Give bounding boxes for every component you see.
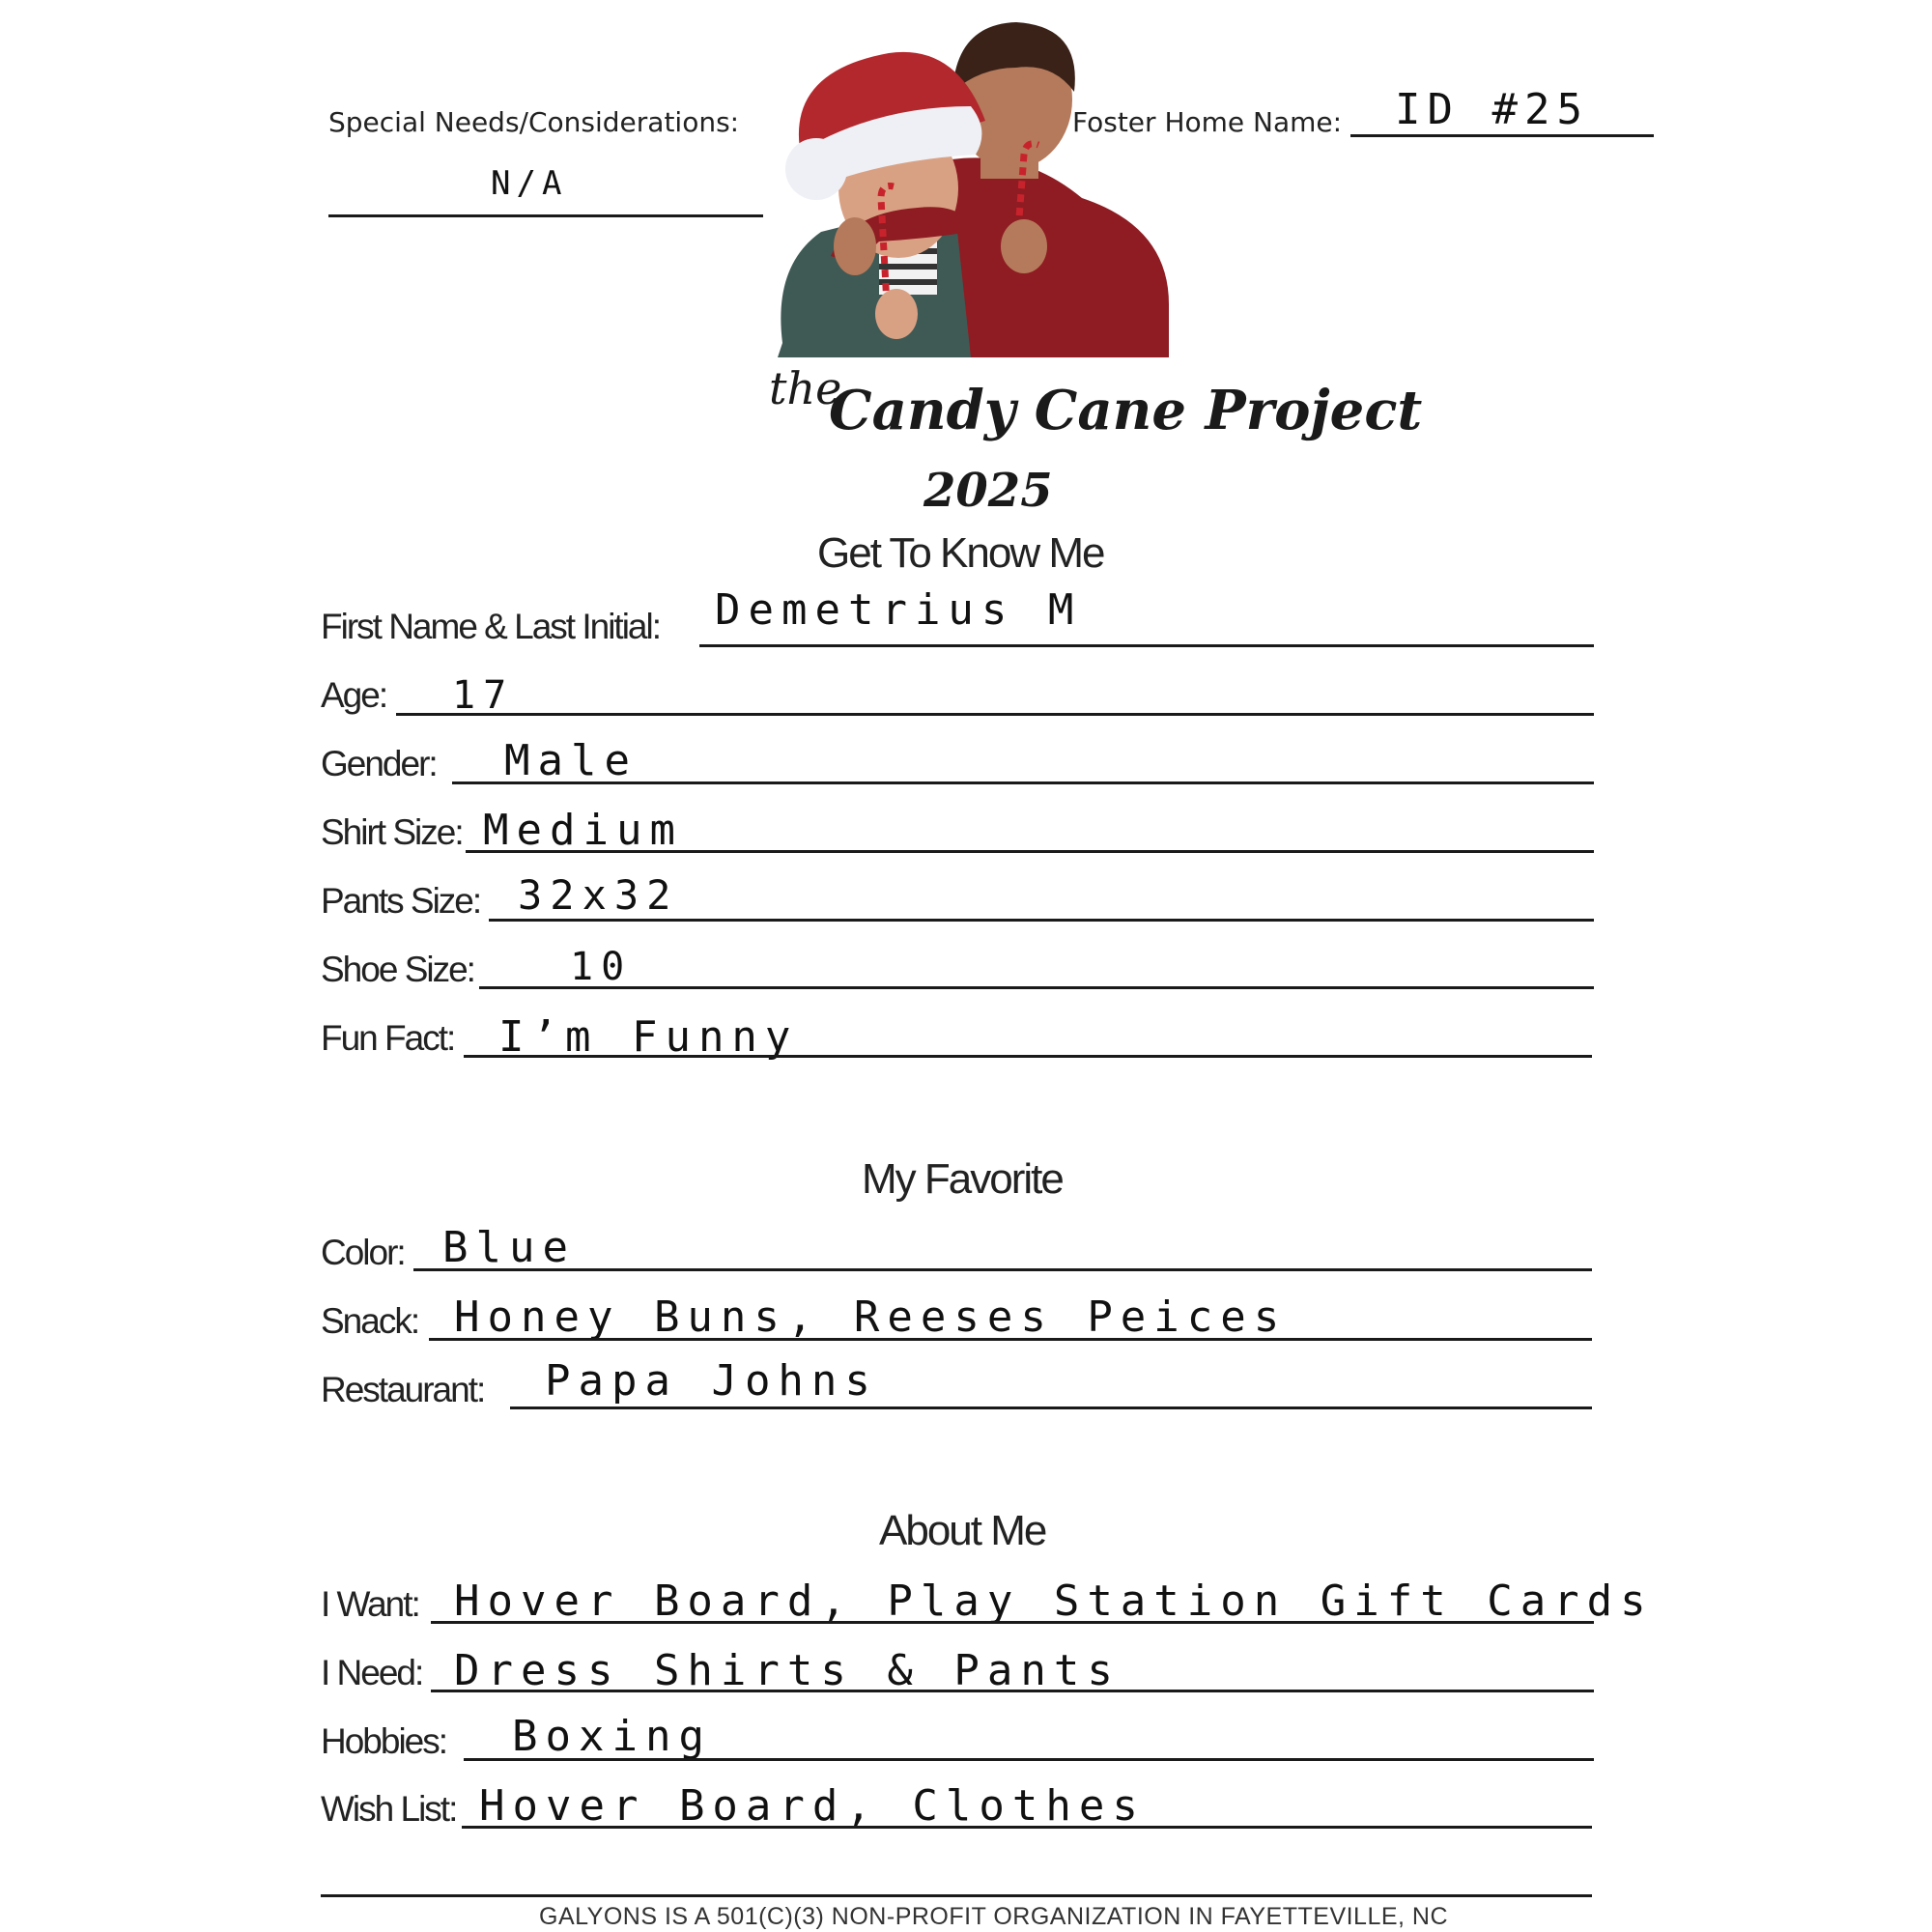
restaurant-label: Restaurant: bbox=[321, 1370, 485, 1409]
foster-home-label: Foster Home Name: bbox=[1072, 106, 1343, 138]
first-name-label: First Name & Last Initial: bbox=[321, 607, 661, 646]
couple-illustration bbox=[763, 14, 1179, 362]
shirt-size-value[interactable]: Medium bbox=[483, 806, 683, 855]
brand-year: 2025 bbox=[923, 464, 1053, 518]
brand-the: the bbox=[769, 362, 842, 414]
man-hand bbox=[834, 217, 876, 275]
i-want-value[interactable]: Hover Board, Play Station Gift Cards bbox=[454, 1577, 1654, 1626]
snack-label: Snack: bbox=[321, 1301, 419, 1341]
snack-value[interactable]: Honey Buns, Reeses Peices bbox=[454, 1293, 1288, 1342]
section-heading-my-favorite: My Favorite bbox=[862, 1155, 1063, 1203]
i-want-label: I Want: bbox=[321, 1584, 419, 1624]
age-label: Age: bbox=[321, 675, 387, 715]
brand-name: Candy Cane Project bbox=[829, 379, 1423, 442]
wish-list-value[interactable]: Hover Board, Clothes bbox=[479, 1781, 1146, 1831]
man-hand-right bbox=[1001, 219, 1047, 273]
fun-fact-value[interactable]: I’m Funny bbox=[498, 1012, 799, 1062]
color-value[interactable]: Blue bbox=[442, 1223, 576, 1272]
color-label: Color: bbox=[321, 1233, 405, 1272]
woman-hand bbox=[875, 289, 918, 339]
footer-divider bbox=[321, 1894, 1592, 1897]
man-sweater bbox=[952, 157, 1169, 357]
special-needs-underline bbox=[328, 214, 763, 217]
pants-size-value[interactable]: 32x32 bbox=[518, 871, 679, 919]
shoe-size-value[interactable]: 10 bbox=[570, 945, 633, 989]
first-name-value[interactable]: Demetrius M bbox=[715, 585, 1082, 635]
footer-text: GALYONS IS A 501(C)(3) NON-PROFIT ORGANIZATION IN FAYETTEVILLE, NC bbox=[539, 1903, 1449, 1930]
restaurant-value[interactable]: Papa Johns bbox=[545, 1356, 878, 1406]
special-needs-value[interactable]: N/A bbox=[491, 164, 568, 203]
gender-value[interactable]: Male bbox=[504, 736, 638, 785]
wish-list-label: Wish List: bbox=[321, 1789, 457, 1829]
hobbies-label: Hobbies: bbox=[321, 1721, 447, 1761]
special-needs-label: Special Needs/Considerations: bbox=[328, 106, 740, 138]
age-value[interactable]: 17 bbox=[452, 673, 515, 718]
fun-fact-label: Fun Fact: bbox=[321, 1018, 455, 1058]
section-heading-get-to-know-me: Get To Know Me bbox=[817, 529, 1104, 577]
hat-pompom bbox=[785, 138, 847, 200]
shoe-size-label: Shoe Size: bbox=[321, 950, 474, 989]
section-heading-about-me: About Me bbox=[879, 1507, 1046, 1554]
hobbies-value[interactable]: Boxing bbox=[512, 1712, 712, 1761]
foster-home-underline bbox=[1350, 134, 1654, 137]
shirt-size-label: Shirt Size: bbox=[321, 812, 463, 852]
gender-label: Gender: bbox=[321, 744, 437, 783]
pants-size-label: Pants Size: bbox=[321, 881, 481, 921]
foster-home-value[interactable]: ID #25 bbox=[1395, 85, 1589, 134]
i-need-label: I Need: bbox=[321, 1653, 423, 1692]
i-need-value[interactable]: Dress Shirts & Pants bbox=[454, 1646, 1121, 1695]
